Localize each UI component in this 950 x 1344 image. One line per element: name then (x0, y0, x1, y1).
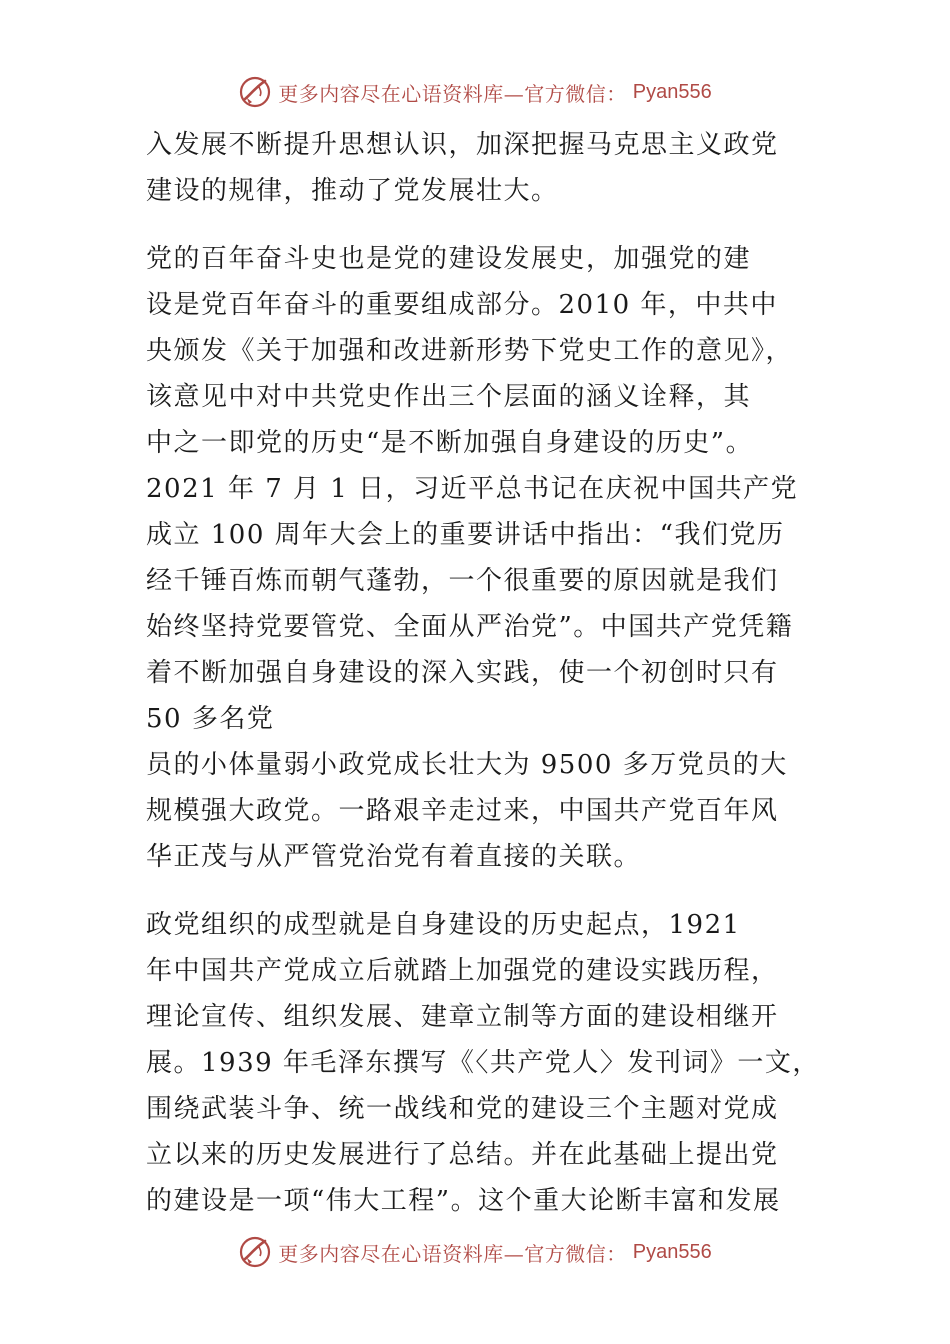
pen-logo-icon (238, 75, 272, 109)
watermark-wechat-id: Pyan556 (632, 80, 712, 103)
text-line: 成立 100 周年大会上的重要讲话中指出：“我们党历 (146, 520, 785, 550)
text-line: 的建设是一项“伟大工程”。这个重大论断丰富和发展 (146, 1186, 781, 1216)
document-body (146, 122, 820, 1224)
text-line: 政党组织的成型就是自身建设的历史起点，1921 (146, 910, 741, 940)
header-watermark (0, 72, 950, 112)
watermark-wechat-id: Pyan556 (632, 1240, 712, 1263)
text-line: 规模强大政党。一路艰辛走过来，中国共产党百年风 (146, 796, 779, 826)
text-line: 该意见中对中共党史作出三个层面的涵义诠释，其 (146, 382, 752, 412)
text-line: 中之一即党的历史“是不断加强自身建设的历史”。 (146, 428, 754, 458)
text-line: 围绕武装斗争、统一战线和党的建设三个主题对党成 (146, 1094, 779, 1124)
text-line: 始终坚持党要管党、全面从严治党”。中国共产党凭籍 (146, 612, 794, 642)
pen-logo-icon (238, 1235, 272, 1269)
text-line: 设是党百年奋斗的重要组成部分。2010 年，中共中 (146, 290, 778, 320)
text-line: 立以来的历史发展进行了总结。并在此基础上提出党 (146, 1140, 779, 1170)
text-line: 年中国共产党成立后就踏上加强党的建设实践历程， (146, 956, 779, 986)
watermark-text: 更多内容尽在心语资料库—官方微信： (278, 1241, 627, 1266)
text-line: 建设的规律，推动了党发展壮大。 (146, 176, 559, 206)
text-line: 入发展不断提升思想认识，加深把握马克思主义政党 (146, 130, 779, 160)
text-line: 华正茂与从严管党治党有着直接的关联。 (146, 842, 642, 872)
text-line: 经千锤百炼而朝气蓬勃，一个很重要的原因就是我们 (146, 566, 779, 596)
text-line: 央颁发《关于加强和改进新形势下党史工作的意见》， (146, 336, 794, 366)
text-line: 50 多名党 (146, 704, 275, 734)
text-line: 着不断加强自身建设的深入实践，使一个初创时只有 (146, 658, 779, 688)
text-line: 展。1939 年毛泽东撰写《〈共产党人〉发刊词》一文， (146, 1048, 820, 1078)
text-line: 2021 年 7 月 1 日，习近平总书记在庆祝中国共产党 (146, 474, 799, 504)
footer-watermark (0, 1232, 950, 1272)
text-line: 理论宣传、组织发展、建章立制等方面的建设相继开 (146, 1002, 779, 1032)
text-line: 党的百年奋斗史也是党的建设发展史，加强党的建 (146, 244, 752, 274)
text-line: 员的小体量弱小政党成长壮大为 9500 多万党员的大 (146, 750, 788, 780)
watermark-text: 更多内容尽在心语资料库—官方微信： (278, 81, 627, 106)
